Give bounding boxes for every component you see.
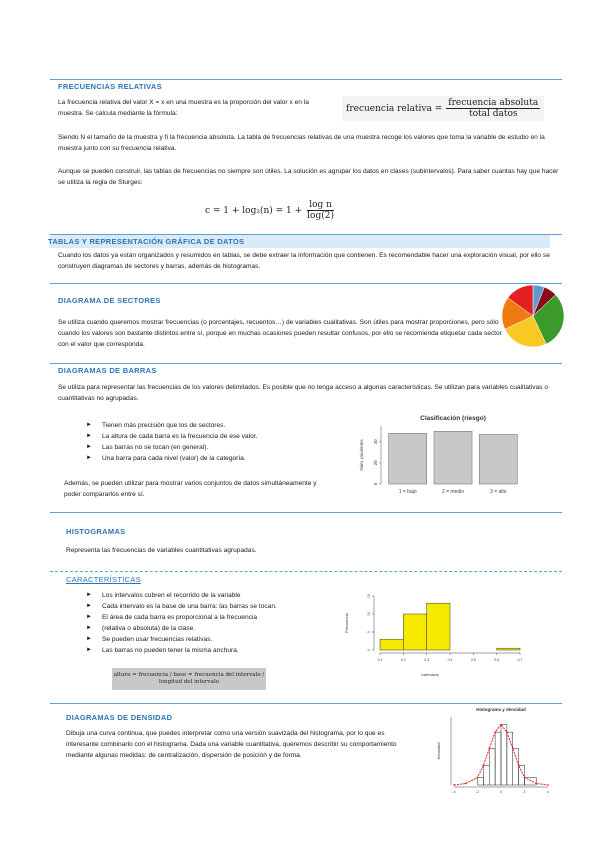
list-item: ► Las barras no se tocan (en general). bbox=[86, 442, 346, 453]
histogram-bar bbox=[403, 614, 426, 650]
sturges-lhs: c = 1 + log₂(n) = 1 + bbox=[205, 205, 303, 216]
barras-text: Se utiliza para representar las frecuencias de los valores delimitados. Es posible que no tenga acceso a algunas características. Se utilizan para variables cualitativas o cuantitativas no agrupadas. bbox=[58, 384, 549, 402]
list-item: ► Tienen más precisión que los de sectores. bbox=[86, 420, 346, 431]
histogram-bar bbox=[478, 777, 484, 785]
histogram-bar bbox=[483, 765, 489, 785]
list-item: ► La altura de cada barra es la frecuencia de ese valor. bbox=[86, 431, 346, 442]
y-axis-label: Núm. pacientes bbox=[359, 439, 364, 471]
histogram-bar bbox=[495, 732, 501, 785]
density-point bbox=[512, 748, 514, 750]
y-axis-label: Densidad bbox=[436, 742, 441, 760]
list-item: ► (relativa o absoluta) de la clase. bbox=[86, 623, 346, 634]
x-tick-label: -2 bbox=[475, 790, 480, 794]
y-tick-label: 10 bbox=[367, 612, 371, 616]
density-point bbox=[488, 748, 490, 750]
sectores-rule bbox=[50, 283, 562, 284]
x-tick-label: 3 = alto bbox=[490, 489, 507, 495]
sturges-denominator: log(2) bbox=[307, 211, 334, 221]
y-tick-label: 0 bbox=[367, 649, 371, 651]
y-tick-label: 15 bbox=[367, 594, 371, 598]
tablas-rule bbox=[50, 234, 562, 235]
y-tick-label: 40 bbox=[373, 439, 378, 445]
histogram-bar bbox=[525, 777, 537, 785]
density-point bbox=[453, 784, 455, 786]
chart-title: Clasificación (riesgo) bbox=[420, 415, 486, 422]
density-point bbox=[547, 784, 549, 786]
section-title-densidad: DIAGRAMAS DE DENSIDAD bbox=[66, 713, 173, 722]
sturges-numerator: log n bbox=[309, 200, 332, 210]
x-tick-label: 4 bbox=[547, 790, 549, 794]
formula-altura-text: altura = frecuencia / base = frecuencia del intervalo / longitud del intervalo bbox=[113, 672, 265, 685]
x-tick-label: -4 bbox=[452, 790, 456, 794]
bar bbox=[434, 431, 472, 484]
density-point bbox=[524, 777, 526, 779]
section-title-sectores: DIAGRAMA DE SECTORES bbox=[58, 296, 161, 305]
x-tick-label: 0 bbox=[500, 790, 502, 794]
section-title-tablas: TABLAS Y REPRESENTACIÓN GRÁFICA DE DATOS bbox=[48, 237, 245, 246]
density-point bbox=[500, 724, 502, 726]
density-point bbox=[518, 765, 520, 767]
x-axis-label: Intervalos bbox=[421, 672, 439, 677]
tablas-text: Cuando los datos ya están organizados y resumidos en tablas, se debe extraer la información que contienen. Es recomendable hacer una exploración visual, por ello se construyen diagramas de sectores y barras, además de histogramas. bbox=[58, 252, 550, 270]
density-point bbox=[483, 765, 485, 767]
formula-lhs: frecuencia relativa = bbox=[346, 103, 443, 114]
frecuencias-para2: Aunque se pueden construir, las tablas de frecuencias no siempre son útiles. La solución es agrupar los datos en clases (subintervalos). Para saber cuantas hay que hacer se utiliza la regla de Sturges: bbox=[58, 168, 559, 186]
histogram-bar bbox=[427, 603, 450, 650]
list-item: ► Una barra para cada nivel (valor) de la categoría. bbox=[86, 453, 346, 464]
pie-chart bbox=[500, 283, 566, 349]
density-point bbox=[465, 783, 467, 785]
y-tick-label: 20 bbox=[373, 460, 378, 466]
formula-fraction bbox=[446, 98, 540, 119]
histogram-bar bbox=[513, 749, 519, 785]
top-rule bbox=[50, 79, 562, 80]
x-tick-label: 0.5 bbox=[470, 658, 476, 662]
list-item: ► Las barras no pueden tener la misma anchura. bbox=[86, 645, 346, 656]
frecuencias-para1: Siendo N el tamaño de la muestra y fi la frecuencia absoluta. La tabla de frecuencias relativas de una muestra recoge los valores que toma la variable de estudio en la muestra junto con su frecuencia relativa. bbox=[58, 134, 545, 152]
x-tick-label: 0.4 bbox=[447, 658, 453, 662]
caracteristicas-bullet-list bbox=[86, 590, 346, 656]
x-tick-label: 0.2 bbox=[400, 658, 406, 662]
density-point bbox=[535, 783, 537, 785]
list-item: ► Cada intervalo es la base de una barra: las barras se tocan. bbox=[86, 601, 346, 612]
density-point bbox=[506, 731, 508, 733]
sectores-text: Se utiliza cuando queremos mostrar frecuencias (o porcentajes, recuentos…) de variables cualitativas. Son útiles para mostrar proporciones, pero sólo cuando los valores son bastante distintos entre sí, porque en muchas ocasiones pueden resultar confusos, por ello se recomienda etiquetar cada sector con el valor que corresponda. bbox=[58, 319, 502, 348]
formula-sturges bbox=[205, 200, 336, 221]
section-title-frecuencias: FRECUENCIAS RELATIVAS bbox=[58, 82, 162, 91]
histogramas-rule bbox=[50, 512, 562, 513]
y-tick-label: 0 bbox=[373, 482, 378, 486]
bar-chart bbox=[355, 412, 527, 502]
frecuencias-intro: La frecuencia relativa del valor X = x en una muestra es la proporción del valor x en la muestra. Se calcula mediante la fórmula: bbox=[58, 99, 309, 117]
section-title-barras: DIAGRAMAS DE BARRAS bbox=[58, 366, 157, 375]
barras-rule bbox=[50, 363, 562, 364]
y-axis-label: Frecuencia bbox=[344, 613, 349, 633]
formula-altura bbox=[112, 668, 266, 690]
x-tick-label: 0.7 bbox=[517, 658, 523, 662]
section-title-caracteristicas: CARACTERÍSTICAS bbox=[66, 575, 141, 584]
section-title-histogramas: HISTOGRAMAS bbox=[66, 527, 126, 536]
histogram-bar bbox=[380, 639, 403, 650]
x-tick-label: 0.1 bbox=[377, 658, 383, 662]
formula-frecuencia-relativa bbox=[342, 96, 544, 121]
y-tick-label: 5 bbox=[367, 631, 371, 633]
histogramas-text: Representa las frecuencias de variables cuantitativas agrupadas. bbox=[66, 547, 257, 554]
formula-numerator: frecuencia absoluta bbox=[448, 98, 539, 108]
barras-extra: Además, se pueden utilizar para mostrar varios conjuntos de datos simultáneamente y poder compararlos entre sí. bbox=[64, 480, 317, 498]
list-item: ► El área de cada barra es proporcional a la frecuencia bbox=[86, 612, 346, 623]
histogram-chart bbox=[340, 588, 530, 692]
histogram-bar bbox=[489, 749, 495, 785]
densidad-text: Dibuja una curva continua, que puedes interpretar como una versión suavizada del histograma, por lo que es interesante combinarlo con el histograma. Dada una variable cuantitativa, queremos describir su comportamiento mediante algunas medidas: de centralización, dispersión de posición y de forma. bbox=[66, 730, 397, 759]
formula-denominator: total datos bbox=[468, 109, 518, 119]
x-tick-label: 2 = medio bbox=[441, 489, 465, 495]
chart-title: Histograma y densidad bbox=[476, 707, 526, 712]
histogram-bar bbox=[507, 732, 513, 785]
density-point bbox=[477, 777, 479, 779]
x-tick-label: 2 bbox=[523, 790, 526, 794]
density-point bbox=[494, 731, 496, 733]
histogram-bar bbox=[501, 725, 507, 785]
barras-bullet-list bbox=[86, 420, 346, 464]
list-item: ► Se pueden usar frecuencias relativas. bbox=[86, 634, 346, 645]
bar bbox=[479, 434, 517, 484]
density-chart bbox=[420, 703, 555, 801]
x-tick-label: 0.6 bbox=[494, 658, 500, 662]
sturges-fraction bbox=[305, 200, 336, 221]
histogram-bar bbox=[497, 648, 520, 650]
caracteristicas-rule bbox=[50, 571, 562, 572]
x-tick-label: 0.3 bbox=[424, 658, 430, 662]
bar bbox=[389, 433, 427, 484]
x-tick-label: 1 = bajo bbox=[398, 489, 417, 495]
list-item: ► Los intervalos cubren el recorrido de la variable bbox=[86, 590, 346, 601]
